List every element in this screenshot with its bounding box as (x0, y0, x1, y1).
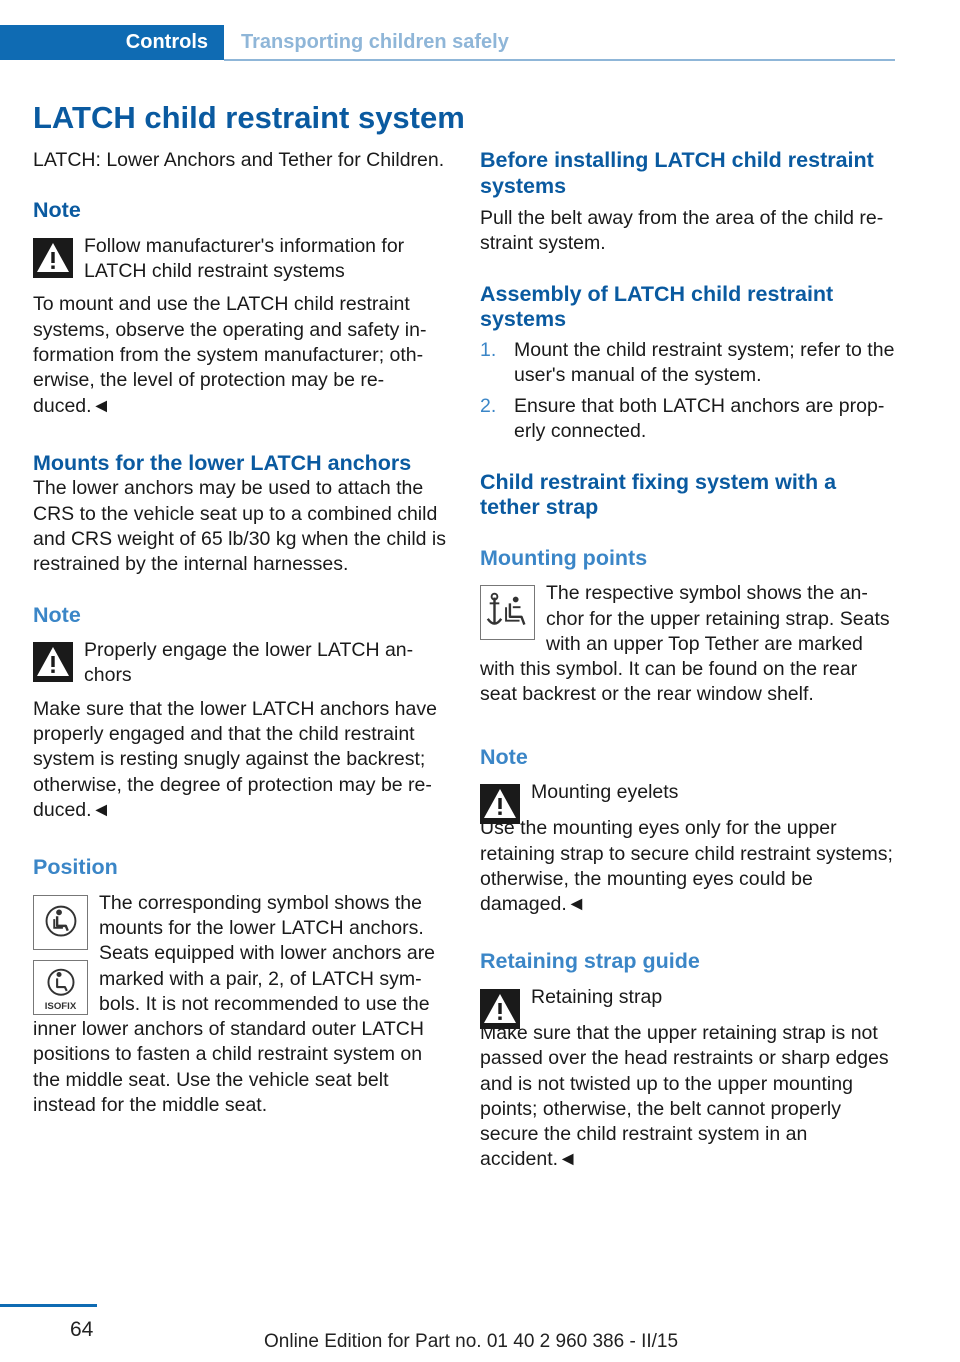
page-number: 64 (70, 1318, 94, 1341)
footer-rule (0, 1304, 97, 1307)
position-heading: Position (33, 855, 118, 880)
step-number: 1. (480, 338, 497, 361)
mounting-body: The respective symbol shows the anchor for the upper retaining strap. Seats with an upper Top Tether are marked with this symbol. It can be found on the rear seat backrest or the rear window shelf. (480, 582, 890, 706)
guide-heading: Retaining strap guide (480, 949, 700, 974)
note3-warning-text: Mounting eyelets (531, 781, 679, 804)
tether-heading: Child restraint fixing system with a tether strap (480, 469, 837, 520)
note2-body: Make sure that the lower LATCH anchors have properly engaged and that the child restraint system is resting snugly against the backrest; otherwise, the degree of protection may be reduced.◄ (33, 697, 437, 821)
header-rule (224, 59, 895, 61)
isofix-anchor-icon (33, 960, 88, 1015)
mounts-body: The lower anchors may be used to attach the CRS to the vehicle seat up to a combined child and CRS weight of 65 lb/30 kg when the child is restrained by the internal harnesses. (33, 477, 446, 576)
intro-text: LATCH: Lower Anchors and Tether for Children. (33, 149, 445, 171)
top-tether-anchor-icon (480, 585, 535, 640)
note2-warning (33, 638, 448, 689)
position-section (33, 891, 448, 1119)
assembly-heading: Assembly of LATCH child restraint systems (480, 281, 834, 332)
step-text: Mount the child restraint system; refer to the user's manual of the system. (514, 338, 895, 386)
page-title: LATCH child restraint system (33, 100, 465, 135)
guide-warning-text: Retaining strap (531, 985, 663, 1008)
list-item (480, 394, 895, 445)
list-item (480, 338, 895, 389)
mounts-heading: Mounts for the lower LATCH anchors (33, 450, 412, 475)
isofix-label: ISOFIX (44, 1000, 77, 1012)
mounting-section (480, 581, 895, 707)
position-body: The corresponding symbol shows the mounts for the lower LATCH anchors. Seats equipped with lower anchors are marked with a pair, 2, of LATCH symbols. It is not recommended to use the inner lower anchors of standard outer LATCH positions to fasten a child restraint system on the middle seat. Use the vehicle seat belt instead for the middle seat. (33, 891, 436, 1117)
page-header (0, 25, 895, 62)
note3-body: Use the mounting eyes only for the upper retaining strap to secure child restraint systems; otherwise, the mounting eyes could be damaged.◄ (480, 817, 893, 916)
note1-body: To mount and use the LATCH child restraint systems, observe the operating and safety information from the system manufacturer; otherwise, the level of protection may be reduced.◄ (33, 293, 427, 417)
note1-warning-text: Follow manufacturer's information for LATCH child restraint systems (84, 234, 405, 283)
mounting-heading: Mounting points (480, 545, 648, 570)
step-number: 2. (480, 395, 497, 418)
edition-note: Online Edition for Part no. 01 40 2 960 386 - II/15 (264, 1331, 679, 1352)
warning-triangle-icon (33, 238, 73, 278)
before-body: Pull the belt away from the area of the child restraint system. (480, 207, 884, 255)
position-symbols (33, 895, 88, 1015)
note2-heading: Note (33, 602, 81, 627)
note1-heading: Note (33, 198, 81, 223)
warning-triangle-icon (33, 642, 73, 682)
right-column (480, 148, 895, 1173)
step-text: Ensure that both LATCH anchors are properly connected. (514, 395, 885, 443)
note2-warning-text: Properly engage the lower LATCH anchors (84, 639, 414, 687)
note1-warning (33, 234, 448, 285)
header-section-tab: Controls (0, 25, 224, 60)
note3-heading: Note (480, 744, 528, 769)
latch-anchor-icon (33, 895, 88, 950)
left-column (33, 148, 448, 1118)
guide-body: Make sure that the upper retaining strap is not passed over the head restraints or sharp edges and is not twisted up to the upper mounting points; otherwise, the belt cannot properly secure the child restraint system in an accident.◄ (480, 1021, 889, 1171)
header-subsection: Transporting children safely (241, 31, 509, 53)
before-heading: Before installing LATCH child restraint systems (480, 148, 874, 198)
assembly-steps (480, 338, 895, 445)
